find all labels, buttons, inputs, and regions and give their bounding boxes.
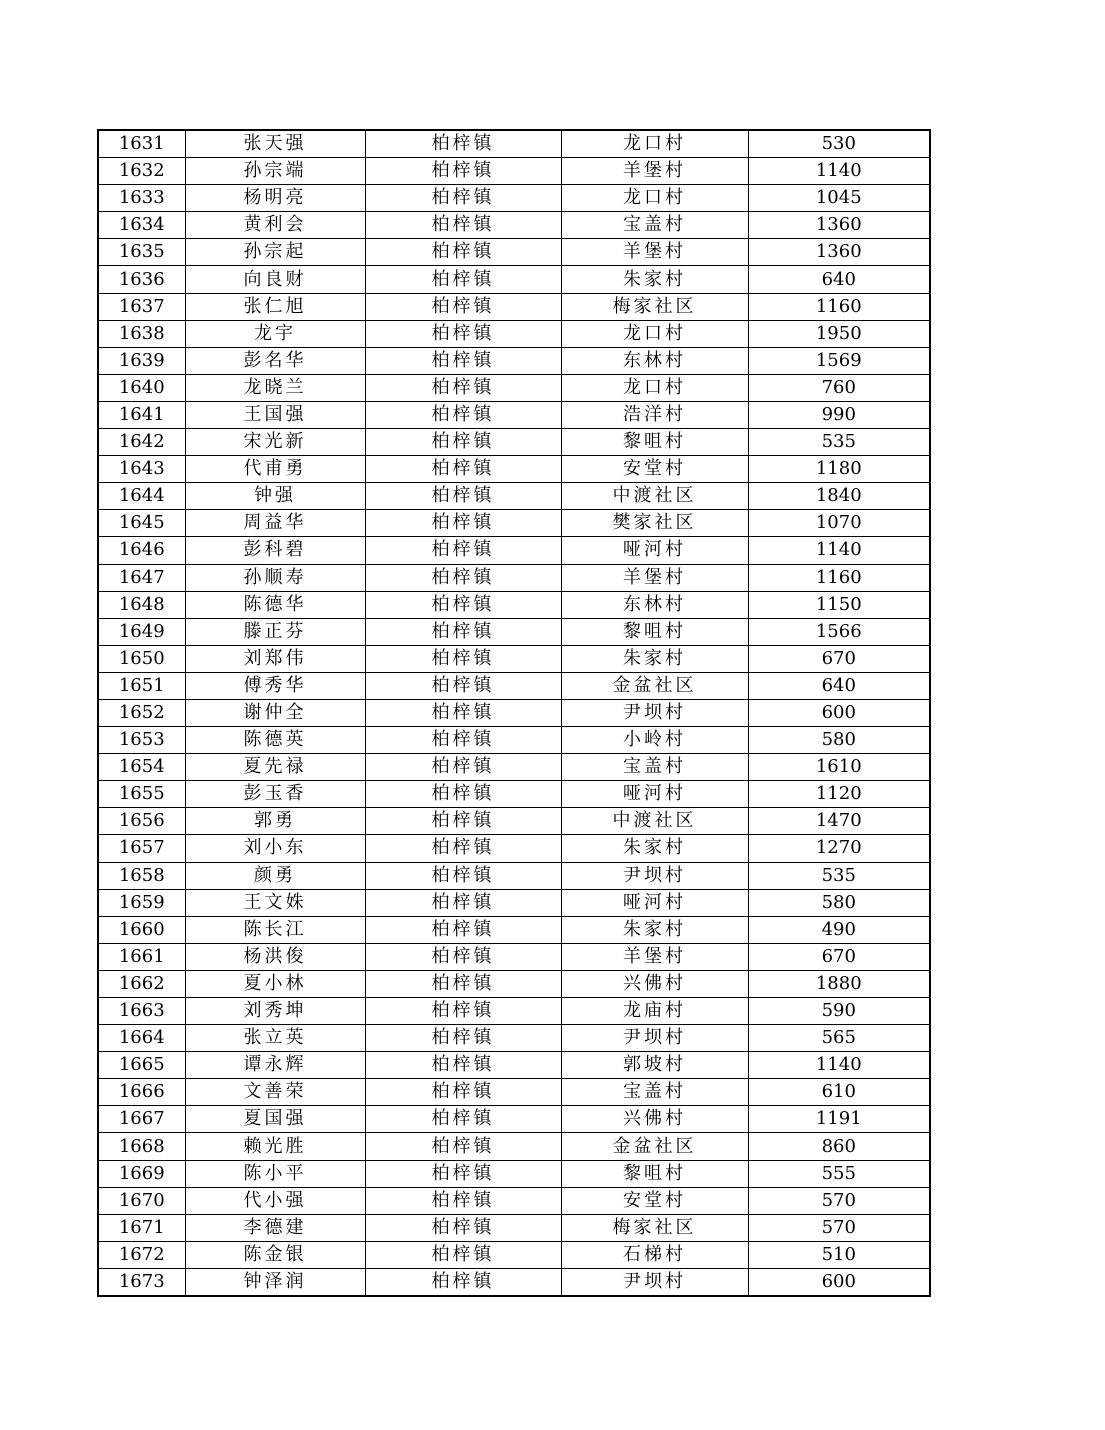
town-cell: 柏梓镇 — [365, 185, 561, 212]
town-cell: 柏梓镇 — [365, 998, 561, 1025]
name-cell: 钟泽润 — [185, 1268, 365, 1296]
name-cell: 刘秀坤 — [185, 998, 365, 1025]
village-cell: 龙口村 — [561, 320, 748, 347]
amount-cell: 1045 — [748, 185, 930, 212]
row-number-cell: 1638 — [98, 320, 185, 347]
name-cell: 夏先禄 — [185, 754, 365, 781]
town-cell: 柏梓镇 — [365, 564, 561, 591]
amount-cell: 670 — [748, 645, 930, 672]
town-cell: 柏梓镇 — [365, 510, 561, 537]
village-cell: 尹坝村 — [561, 862, 748, 889]
name-cell: 谭永辉 — [185, 1052, 365, 1079]
town-cell: 柏梓镇 — [365, 618, 561, 645]
town-cell: 柏梓镇 — [365, 808, 561, 835]
table-row — [98, 727, 930, 754]
amount-cell: 640 — [748, 672, 930, 699]
village-cell: 石梯村 — [561, 1241, 748, 1268]
amount-cell: 530 — [748, 130, 930, 158]
name-cell: 孙顺寿 — [185, 564, 365, 591]
amount-cell: 1270 — [748, 835, 930, 862]
town-cell: 柏梓镇 — [365, 1268, 561, 1296]
name-cell: 杨洪俊 — [185, 943, 365, 970]
village-cell: 尹坝村 — [561, 1025, 748, 1052]
amount-cell: 640 — [748, 266, 930, 293]
name-cell: 杨明亮 — [185, 185, 365, 212]
amount-cell: 535 — [748, 862, 930, 889]
name-cell: 陈德英 — [185, 727, 365, 754]
amount-cell: 670 — [748, 943, 930, 970]
row-number-cell: 1661 — [98, 943, 185, 970]
table-row — [98, 943, 930, 970]
amount-cell: 1160 — [748, 293, 930, 320]
row-number-cell: 1644 — [98, 483, 185, 510]
row-number-cell: 1673 — [98, 1268, 185, 1296]
amount-cell: 1191 — [748, 1106, 930, 1133]
row-number-cell: 1646 — [98, 537, 185, 564]
village-cell: 哑河村 — [561, 781, 748, 808]
row-number-cell: 1647 — [98, 564, 185, 591]
village-cell: 黎咀村 — [561, 1160, 748, 1187]
town-cell: 柏梓镇 — [365, 537, 561, 564]
amount-cell: 610 — [748, 1079, 930, 1106]
amount-cell: 535 — [748, 429, 930, 456]
amount-cell: 1180 — [748, 456, 930, 483]
amount-cell: 510 — [748, 1241, 930, 1268]
amount-cell: 1120 — [748, 781, 930, 808]
row-number-cell: 1667 — [98, 1106, 185, 1133]
village-cell: 兴佛村 — [561, 970, 748, 997]
amount-cell: 580 — [748, 889, 930, 916]
name-cell: 彭科碧 — [185, 537, 365, 564]
name-cell: 赖光胜 — [185, 1133, 365, 1160]
row-number-cell: 1650 — [98, 645, 185, 672]
table-row — [98, 266, 930, 293]
row-number-cell: 1668 — [98, 1133, 185, 1160]
table-row — [98, 591, 930, 618]
town-cell: 柏梓镇 — [365, 645, 561, 672]
table-row — [98, 293, 930, 320]
town-cell: 柏梓镇 — [365, 1106, 561, 1133]
town-cell: 柏梓镇 — [365, 1133, 561, 1160]
town-cell: 柏梓镇 — [365, 1025, 561, 1052]
village-cell: 羊堡村 — [561, 943, 748, 970]
name-cell: 滕正芬 — [185, 618, 365, 645]
table-row — [98, 808, 930, 835]
table-row — [98, 835, 930, 862]
town-cell: 柏梓镇 — [365, 130, 561, 158]
row-number-cell: 1649 — [98, 618, 185, 645]
row-number-cell: 1672 — [98, 1241, 185, 1268]
table-row — [98, 374, 930, 401]
table-row — [98, 212, 930, 239]
row-number-cell: 1662 — [98, 970, 185, 997]
amount-cell: 555 — [748, 1160, 930, 1187]
amount-cell: 1070 — [748, 510, 930, 537]
row-number-cell: 1635 — [98, 239, 185, 266]
table-row — [98, 699, 930, 726]
row-number-cell: 1657 — [98, 835, 185, 862]
village-cell: 兴佛村 — [561, 1106, 748, 1133]
row-number-cell: 1669 — [98, 1160, 185, 1187]
village-cell: 东林村 — [561, 591, 748, 618]
table-row — [98, 781, 930, 808]
town-cell: 柏梓镇 — [365, 374, 561, 401]
village-cell: 宝盖村 — [561, 1079, 748, 1106]
town-cell: 柏梓镇 — [365, 266, 561, 293]
village-cell: 宝盖村 — [561, 754, 748, 781]
name-cell: 龙晓兰 — [185, 374, 365, 401]
row-number-cell: 1631 — [98, 130, 185, 158]
village-cell: 郭坡村 — [561, 1052, 748, 1079]
village-cell: 樊家社区 — [561, 510, 748, 537]
amount-cell: 1840 — [748, 483, 930, 510]
row-number-cell: 1664 — [98, 1025, 185, 1052]
table-row — [98, 862, 930, 889]
town-cell: 柏梓镇 — [365, 916, 561, 943]
name-cell: 周益华 — [185, 510, 365, 537]
name-cell: 颜勇 — [185, 862, 365, 889]
row-number-cell: 1655 — [98, 781, 185, 808]
row-number-cell: 1671 — [98, 1214, 185, 1241]
name-cell: 钟强 — [185, 483, 365, 510]
table-row — [98, 618, 930, 645]
village-cell: 羊堡村 — [561, 158, 748, 185]
row-number-cell: 1663 — [98, 998, 185, 1025]
name-cell: 文善荣 — [185, 1079, 365, 1106]
table-row — [98, 564, 930, 591]
name-cell: 彭名华 — [185, 347, 365, 374]
name-cell: 彭玉香 — [185, 781, 365, 808]
amount-cell: 1140 — [748, 1052, 930, 1079]
amount-cell: 600 — [748, 1268, 930, 1296]
village-cell: 尹坝村 — [561, 699, 748, 726]
village-cell: 朱家村 — [561, 835, 748, 862]
amount-cell: 1360 — [748, 239, 930, 266]
name-cell: 张立英 — [185, 1025, 365, 1052]
name-cell: 刘小东 — [185, 835, 365, 862]
name-cell: 陈长江 — [185, 916, 365, 943]
name-cell: 孙宗起 — [185, 239, 365, 266]
amount-cell: 1566 — [748, 618, 930, 645]
amount-cell: 760 — [748, 374, 930, 401]
name-cell: 陈德华 — [185, 591, 365, 618]
amount-cell: 590 — [748, 998, 930, 1025]
table-row — [98, 347, 930, 374]
table-row — [98, 320, 930, 347]
amount-cell: 570 — [748, 1214, 930, 1241]
table-row — [98, 401, 930, 428]
town-cell: 柏梓镇 — [365, 699, 561, 726]
table-body — [98, 130, 930, 1296]
town-cell: 柏梓镇 — [365, 727, 561, 754]
row-number-cell: 1658 — [98, 862, 185, 889]
village-cell: 龙口村 — [561, 185, 748, 212]
row-number-cell: 1666 — [98, 1079, 185, 1106]
village-cell: 黎咀村 — [561, 618, 748, 645]
table-row — [98, 537, 930, 564]
name-cell: 夏国强 — [185, 1106, 365, 1133]
village-cell: 金盆社区 — [561, 1133, 748, 1160]
town-cell: 柏梓镇 — [365, 672, 561, 699]
town-cell: 柏梓镇 — [365, 835, 561, 862]
row-number-cell: 1634 — [98, 212, 185, 239]
village-cell: 中渡社区 — [561, 483, 748, 510]
town-cell: 柏梓镇 — [365, 591, 561, 618]
village-cell: 安堂村 — [561, 456, 748, 483]
name-cell: 张仁旭 — [185, 293, 365, 320]
village-cell: 金盆社区 — [561, 672, 748, 699]
town-cell: 柏梓镇 — [365, 943, 561, 970]
town-cell: 柏梓镇 — [365, 347, 561, 374]
row-number-cell: 1652 — [98, 699, 185, 726]
village-cell: 安堂村 — [561, 1187, 748, 1214]
table-row — [98, 456, 930, 483]
town-cell: 柏梓镇 — [365, 1160, 561, 1187]
name-cell: 代甫勇 — [185, 456, 365, 483]
town-cell: 柏梓镇 — [365, 1214, 561, 1241]
amount-cell: 490 — [748, 916, 930, 943]
name-cell: 夏小林 — [185, 970, 365, 997]
town-cell: 柏梓镇 — [365, 889, 561, 916]
name-cell: 代小强 — [185, 1187, 365, 1214]
village-cell: 黎咀村 — [561, 429, 748, 456]
village-cell: 尹坝村 — [561, 1268, 748, 1296]
table-row — [98, 916, 930, 943]
town-cell: 柏梓镇 — [365, 1079, 561, 1106]
row-number-cell: 1654 — [98, 754, 185, 781]
table-row — [98, 1052, 930, 1079]
row-number-cell: 1632 — [98, 158, 185, 185]
village-cell: 朱家村 — [561, 916, 748, 943]
name-cell: 向良财 — [185, 266, 365, 293]
amount-cell: 1360 — [748, 212, 930, 239]
village-cell: 梅家社区 — [561, 1214, 748, 1241]
name-cell: 王文姝 — [185, 889, 365, 916]
village-cell: 羊堡村 — [561, 239, 748, 266]
town-cell: 柏梓镇 — [365, 293, 561, 320]
town-cell: 柏梓镇 — [365, 158, 561, 185]
name-cell: 张天强 — [185, 130, 365, 158]
row-number-cell: 1643 — [98, 456, 185, 483]
table-row — [98, 239, 930, 266]
name-cell: 郭勇 — [185, 808, 365, 835]
town-cell: 柏梓镇 — [365, 1187, 561, 1214]
village-cell: 朱家村 — [561, 266, 748, 293]
village-cell: 浩洋村 — [561, 401, 748, 428]
amount-cell: 860 — [748, 1133, 930, 1160]
town-cell: 柏梓镇 — [365, 212, 561, 239]
name-cell: 刘郑伟 — [185, 645, 365, 672]
amount-cell: 1160 — [748, 564, 930, 591]
amount-cell: 1610 — [748, 754, 930, 781]
town-cell: 柏梓镇 — [365, 483, 561, 510]
amount-cell: 1569 — [748, 347, 930, 374]
row-number-cell: 1659 — [98, 889, 185, 916]
village-cell: 东林村 — [561, 347, 748, 374]
amount-cell: 570 — [748, 1187, 930, 1214]
village-cell: 梅家社区 — [561, 293, 748, 320]
row-number-cell: 1665 — [98, 1052, 185, 1079]
subsidy-table — [97, 129, 931, 1297]
name-cell: 孙宗端 — [185, 158, 365, 185]
table-row — [98, 1268, 930, 1296]
table-row — [98, 1160, 930, 1187]
town-cell: 柏梓镇 — [365, 401, 561, 428]
table-row — [98, 510, 930, 537]
village-cell: 龙庙村 — [561, 998, 748, 1025]
row-number-cell: 1636 — [98, 266, 185, 293]
row-number-cell: 1648 — [98, 591, 185, 618]
village-cell: 龙口村 — [561, 130, 748, 158]
name-cell: 宋光新 — [185, 429, 365, 456]
table-row — [98, 429, 930, 456]
amount-cell: 600 — [748, 699, 930, 726]
row-number-cell: 1653 — [98, 727, 185, 754]
amount-cell: 580 — [748, 727, 930, 754]
row-number-cell: 1639 — [98, 347, 185, 374]
amount-cell: 565 — [748, 1025, 930, 1052]
row-number-cell: 1651 — [98, 672, 185, 699]
table-row — [98, 1106, 930, 1133]
village-cell: 朱家村 — [561, 645, 748, 672]
town-cell: 柏梓镇 — [365, 754, 561, 781]
row-number-cell: 1642 — [98, 429, 185, 456]
town-cell: 柏梓镇 — [365, 1241, 561, 1268]
amount-cell: 1950 — [748, 320, 930, 347]
row-number-cell: 1645 — [98, 510, 185, 537]
name-cell: 陈小平 — [185, 1160, 365, 1187]
town-cell: 柏梓镇 — [365, 781, 561, 808]
name-cell: 傅秀华 — [185, 672, 365, 699]
table-row — [98, 1025, 930, 1052]
village-cell: 龙口村 — [561, 374, 748, 401]
amount-cell: 1150 — [748, 591, 930, 618]
village-cell: 宝盖村 — [561, 212, 748, 239]
table-row — [98, 1241, 930, 1268]
row-number-cell: 1633 — [98, 185, 185, 212]
table-row — [98, 754, 930, 781]
row-number-cell: 1637 — [98, 293, 185, 320]
table-row — [98, 998, 930, 1025]
name-cell: 王国强 — [185, 401, 365, 428]
town-cell: 柏梓镇 — [365, 1052, 561, 1079]
amount-cell: 1880 — [748, 970, 930, 997]
village-cell: 羊堡村 — [561, 564, 748, 591]
town-cell: 柏梓镇 — [365, 429, 561, 456]
village-cell: 小岭村 — [561, 727, 748, 754]
row-number-cell: 1640 — [98, 374, 185, 401]
name-cell: 黄利会 — [185, 212, 365, 239]
table-row — [98, 158, 930, 185]
name-cell: 龙宇 — [185, 320, 365, 347]
town-cell: 柏梓镇 — [365, 239, 561, 266]
table-row — [98, 889, 930, 916]
name-cell: 李德建 — [185, 1214, 365, 1241]
table-row — [98, 185, 930, 212]
amount-cell: 1140 — [748, 158, 930, 185]
table-row — [98, 1079, 930, 1106]
table-row — [98, 645, 930, 672]
table-row — [98, 130, 930, 158]
village-cell: 中渡社区 — [561, 808, 748, 835]
table-row — [98, 483, 930, 510]
town-cell: 柏梓镇 — [365, 970, 561, 997]
table-row — [98, 1214, 930, 1241]
village-cell: 哑河村 — [561, 889, 748, 916]
town-cell: 柏梓镇 — [365, 320, 561, 347]
town-cell: 柏梓镇 — [365, 862, 561, 889]
amount-cell: 990 — [748, 401, 930, 428]
row-number-cell: 1670 — [98, 1187, 185, 1214]
name-cell: 陈金银 — [185, 1241, 365, 1268]
row-number-cell: 1641 — [98, 401, 185, 428]
village-cell: 哑河村 — [561, 537, 748, 564]
name-cell: 谢仲全 — [185, 699, 365, 726]
row-number-cell: 1656 — [98, 808, 185, 835]
amount-cell: 1470 — [748, 808, 930, 835]
table-row — [98, 970, 930, 997]
table-row — [98, 672, 930, 699]
row-number-cell: 1660 — [98, 916, 185, 943]
table-row — [98, 1133, 930, 1160]
amount-cell: 1140 — [748, 537, 930, 564]
table-row — [98, 1187, 930, 1214]
town-cell: 柏梓镇 — [365, 456, 561, 483]
